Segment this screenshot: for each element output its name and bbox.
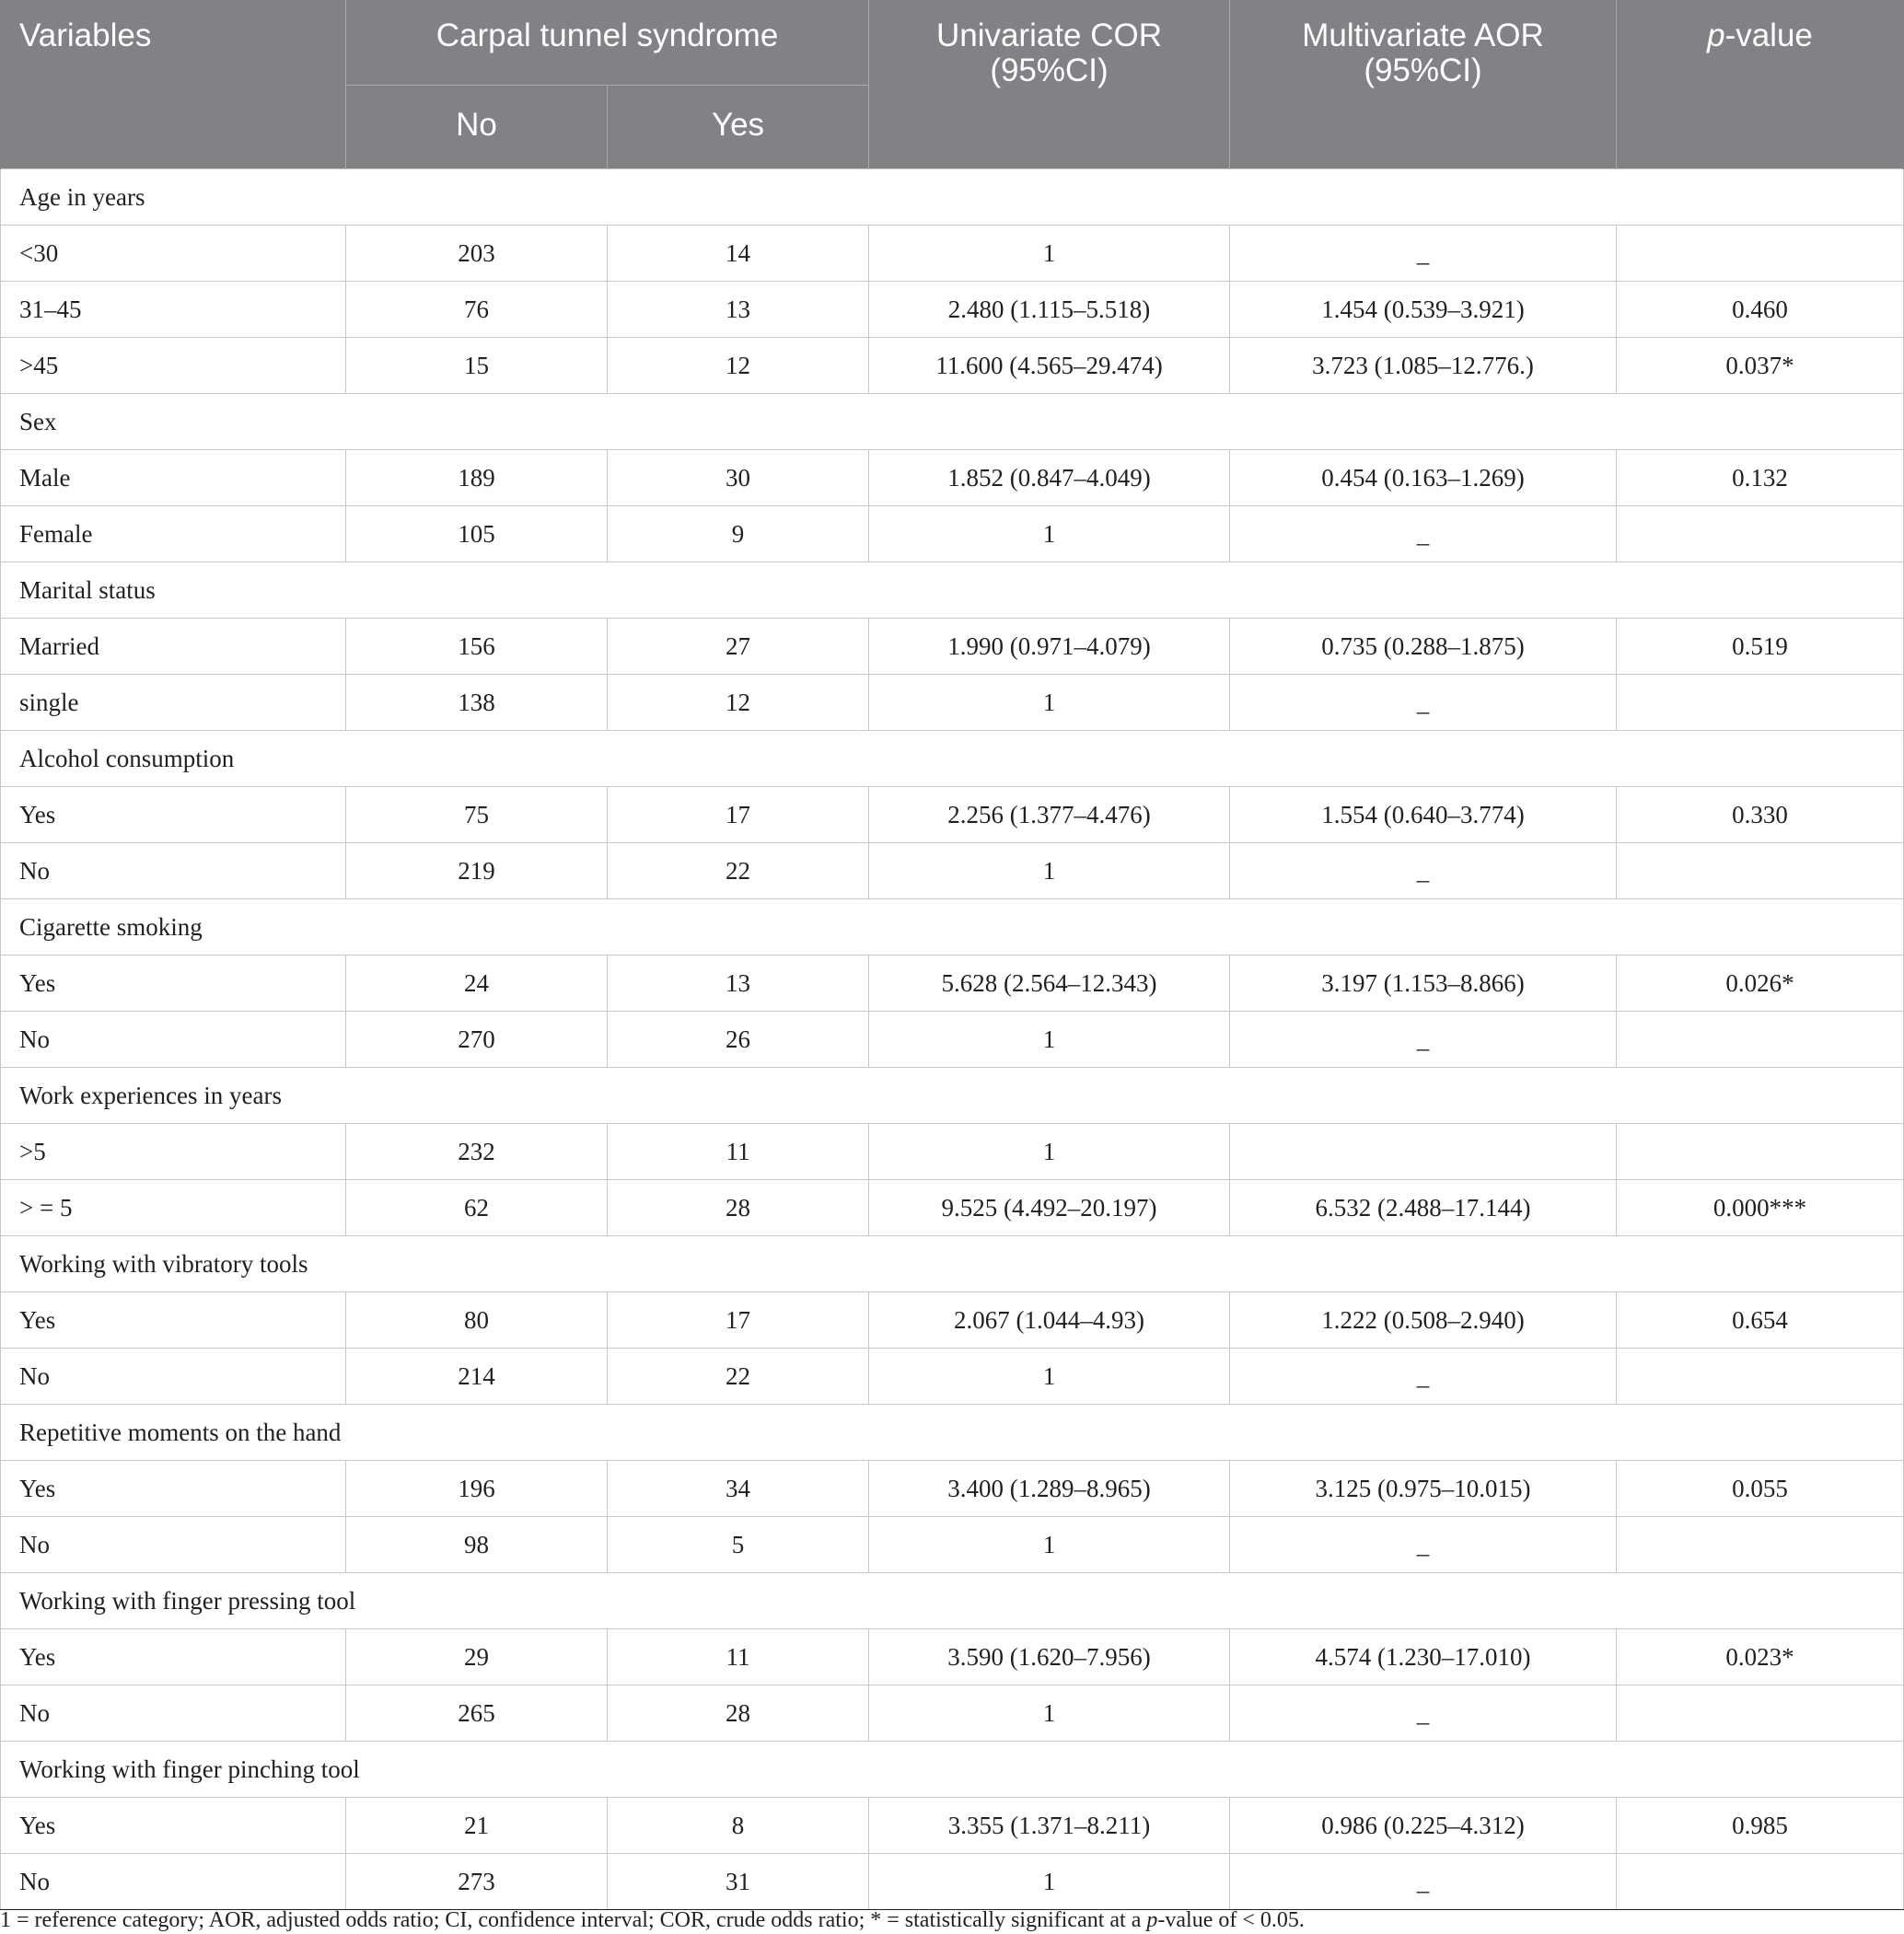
p-value: 0.519 [1617,619,1904,675]
multivariate-aor: 1.554 (0.640–3.774) [1230,787,1617,843]
row-label: Female [1,506,346,562]
multivariate-aor [1230,1124,1617,1180]
category-row [1,1405,1904,1461]
table-row [1,226,1904,282]
table-row [1,282,1904,338]
univariate-cor: 2.067 (1.044–4.93) [869,1292,1230,1349]
cts-no-count: 75 [346,787,608,843]
cts-yes-count: 11 [608,1124,869,1180]
multivariate-aor: 1.222 (0.508–2.940) [1230,1292,1617,1349]
category-row [1,899,1904,955]
category-label: Cigarette smoking [1,899,1904,955]
header-p-rest: -value [1724,17,1813,53]
multivariate-aor: 3.197 (1.153–8.866) [1230,955,1617,1012]
univariate-cor: 1 [869,843,1230,899]
table-row [1,843,1904,899]
multivariate-aor: 6.532 (2.488–17.144) [1230,1180,1617,1236]
p-value: 0.023* [1617,1629,1904,1685]
multivariate-aor: _ [1230,843,1617,899]
p-value [1617,226,1904,282]
multivariate-aor: _ [1230,1854,1617,1910]
p-value [1617,1517,1904,1573]
header-yes: Yes [608,86,869,169]
category-row [1,394,1904,450]
category-row [1,1742,1904,1798]
header-carpal-tunnel-syndrome: Carpal tunnel syndrome [346,0,869,86]
table-row [1,1180,1904,1236]
cts-no-count: 76 [346,282,608,338]
table-row [1,1854,1904,1910]
cts-no-count: 21 [346,1798,608,1854]
header-p-italic: p [1707,17,1725,53]
cts-no-count: 232 [346,1124,608,1180]
header-univariate-cor [869,0,1230,169]
row-label: Yes [1,1292,346,1349]
multivariate-aor: _ [1230,675,1617,731]
univariate-cor: 9.525 (4.492–20.197) [869,1180,1230,1236]
multivariate-aor: 1.454 (0.539–3.921) [1230,282,1617,338]
table-row [1,1517,1904,1573]
cts-yes-count: 31 [608,1854,869,1910]
cts-yes-count: 30 [608,450,869,506]
cts-yes-count: 28 [608,1180,869,1236]
univariate-cor: 1 [869,1685,1230,1742]
cts-yes-count: 28 [608,1685,869,1742]
category-label: Sex [1,394,1904,450]
univariate-cor: 1.990 (0.971–4.079) [869,619,1230,675]
cts-yes-count: 11 [608,1629,869,1685]
category-label: Working with finger pinching tool [1,1742,1904,1798]
row-label: Married [1,619,346,675]
cts-yes-count: 17 [608,1292,869,1349]
cts-no-count: 273 [346,1854,608,1910]
cts-no-count: 98 [346,1517,608,1573]
cts-yes-count: 8 [608,1798,869,1854]
univariate-cor: 1 [869,1854,1230,1910]
univariate-cor: 1 [869,1012,1230,1068]
cts-yes-count: 12 [608,338,869,394]
p-value [1617,843,1904,899]
table-footnote [0,1908,1305,1933]
p-value [1617,1854,1904,1910]
row-label: No [1,843,346,899]
header-multivariate-aor [1230,0,1617,169]
multivariate-aor: 0.735 (0.288–1.875) [1230,619,1617,675]
cts-yes-count: 12 [608,675,869,731]
p-value: 0.460 [1617,282,1904,338]
p-value: 0.055 [1617,1461,1904,1517]
p-value [1617,1685,1904,1742]
cts-no-count: 265 [346,1685,608,1742]
row-label: Yes [1,955,346,1012]
header-variables: Variables [1,0,346,169]
row-label: Yes [1,1629,346,1685]
footnote-part1: 1 = reference category; AOR, adjusted odds ratio; CI, confidence interval; COR, crude odds ratio; * = statistically significant at a [0,1908,1147,1932]
category-label: Working with finger pressing tool [1,1573,1904,1629]
row-label: > = 5 [1,1180,346,1236]
p-value: 0.026* [1617,955,1904,1012]
table-row [1,1292,1904,1349]
cts-yes-count: 13 [608,282,869,338]
cts-no-count: 203 [346,226,608,282]
category-label: Work experiences in years [1,1068,1904,1124]
univariate-cor: 1 [869,226,1230,282]
p-value: 0.654 [1617,1292,1904,1349]
cts-no-count: 189 [346,450,608,506]
header-p-value [1617,0,1904,169]
cts-no-count: 15 [346,338,608,394]
p-value [1617,1012,1904,1068]
table-row [1,450,1904,506]
table-row [1,787,1904,843]
table-row [1,1798,1904,1854]
cts-yes-count: 14 [608,226,869,282]
row-label: <30 [1,226,346,282]
univariate-cor: 2.480 (1.115–5.518) [869,282,1230,338]
cts-yes-count: 22 [608,843,869,899]
multivariate-aor: _ [1230,506,1617,562]
header-no: No [346,86,608,169]
header-cor-line2: (95%CI) [990,52,1109,88]
category-row [1,731,1904,787]
category-row [1,1068,1904,1124]
category-label: Age in years [1,169,1904,226]
cts-yes-count: 17 [608,787,869,843]
row-label: No [1,1349,346,1405]
univariate-cor: 1 [869,506,1230,562]
multivariate-aor: _ [1230,1517,1617,1573]
cts-yes-count: 27 [608,619,869,675]
cts-no-count: 138 [346,675,608,731]
table-row [1,506,1904,562]
table-row [1,338,1904,394]
row-label: No [1,1685,346,1742]
row-label: >45 [1,338,346,394]
cts-yes-count: 13 [608,955,869,1012]
row-label: Yes [1,787,346,843]
cts-no-count: 29 [346,1629,608,1685]
p-value: 0.000*** [1617,1180,1904,1236]
univariate-cor: 3.355 (1.371–8.211) [869,1798,1230,1854]
multivariate-aor: _ [1230,1349,1617,1405]
category-label: Working with vibratory tools [1,1236,1904,1292]
multivariate-aor: 0.986 (0.225–4.312) [1230,1798,1617,1854]
p-value: 0.330 [1617,787,1904,843]
univariate-cor: 1 [869,675,1230,731]
header-cor-line1: Univariate COR [935,17,1163,53]
row-label: single [1,675,346,731]
univariate-cor: 11.600 (4.565–29.474) [869,338,1230,394]
cts-yes-count: 26 [608,1012,869,1068]
table-row [1,1461,1904,1517]
univariate-cor: 3.400 (1.289–8.965) [869,1461,1230,1517]
row-label: >5 [1,1124,346,1180]
cts-yes-count: 34 [608,1461,869,1517]
table-row [1,955,1904,1012]
footnote-part2: -value of < 0.05. [1157,1908,1305,1932]
p-value [1617,506,1904,562]
category-row [1,562,1904,619]
p-value: 0.985 [1617,1798,1904,1854]
category-label: Repetitive moments on the hand [1,1405,1904,1461]
row-label: 31–45 [1,282,346,338]
table-row [1,1629,1904,1685]
header-aor-line1: Multivariate AOR [1302,17,1544,53]
table-row [1,1124,1904,1180]
cts-no-count: 219 [346,843,608,899]
cts-yes-count: 22 [608,1349,869,1405]
category-row [1,1236,1904,1292]
row-label: No [1,1517,346,1573]
cts-no-count: 24 [346,955,608,1012]
univariate-cor: 1 [869,1349,1230,1405]
univariate-cor: 3.590 (1.620–7.956) [869,1629,1230,1685]
univariate-cor: 1 [869,1517,1230,1573]
cts-yes-count: 9 [608,506,869,562]
row-label: Male [1,450,346,506]
multivariate-aor: 4.574 (1.230–17.010) [1230,1629,1617,1685]
footnote-p-italic: p [1146,1908,1158,1932]
table-row [1,1685,1904,1742]
p-value: 0.132 [1617,450,1904,506]
cts-no-count: 80 [346,1292,608,1349]
p-value [1617,1349,1904,1405]
table-header [1,0,1904,169]
table-row [1,1349,1904,1405]
cts-no-count: 156 [346,619,608,675]
header-aor-line2: (95%CI) [1364,52,1482,88]
univariate-cor: 1.852 (0.847–4.049) [869,450,1230,506]
row-label: No [1,1854,346,1910]
cts-no-count: 196 [346,1461,608,1517]
table-row [1,1012,1904,1068]
table-row [1,619,1904,675]
table-row [1,675,1904,731]
table-body [1,169,1904,1910]
multivariate-aor: _ [1230,1012,1617,1068]
category-row [1,1573,1904,1629]
category-label: Alcohol consumption [1,731,1904,787]
cts-no-count: 62 [346,1180,608,1236]
multivariate-aor: 3.125 (0.975–10.015) [1230,1461,1617,1517]
multivariate-aor: _ [1230,1685,1617,1742]
row-label: No [1,1012,346,1068]
p-value [1617,675,1904,731]
cts-no-count: 105 [346,506,608,562]
univariate-cor: 1 [869,1124,1230,1180]
row-label: Yes [1,1798,346,1854]
univariate-cor: 5.628 (2.564–12.343) [869,955,1230,1012]
univariate-cor: 2.256 (1.377–4.476) [869,787,1230,843]
p-value: 0.037* [1617,338,1904,394]
category-label: Marital status [1,562,1904,619]
multivariate-aor: 0.454 (0.163–1.269) [1230,450,1617,506]
row-label: Yes [1,1461,346,1517]
cts-yes-count: 5 [608,1517,869,1573]
p-value [1617,1124,1904,1180]
category-row [1,169,1904,226]
cts-no-count: 270 [346,1012,608,1068]
multivariate-aor: 3.723 (1.085–12.776.) [1230,338,1617,394]
cts-no-count: 214 [346,1349,608,1405]
multivariate-aor: _ [1230,226,1617,282]
